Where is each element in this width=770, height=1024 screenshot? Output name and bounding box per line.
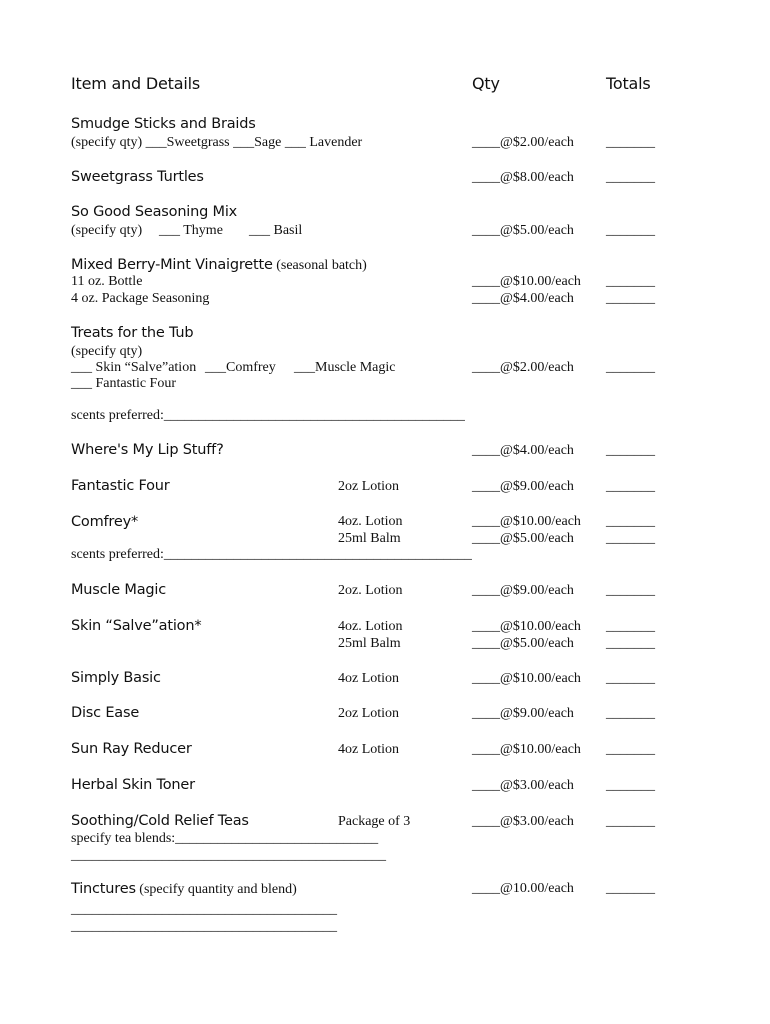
comfrey-title: Comfrey*	[71, 514, 139, 530]
skin-price2: ____@$5.00/each	[472, 636, 574, 651]
comfrey-size2: 25ml Balm	[338, 531, 401, 546]
treats-title: Treats for the Tub	[71, 325, 194, 341]
vinaigrette-heading	[71, 257, 367, 273]
totals-header: Totals	[606, 74, 651, 93]
smudge-options: (specify qty) ___Sweetgrass ___Sage ___ Lavender	[71, 135, 363, 150]
smudge-price: ____@$2.00/each	[472, 135, 574, 150]
turtles-title: Sweetgrass Turtles	[71, 169, 204, 185]
toner-title: Herbal Skin Toner	[71, 777, 195, 793]
vinaigrette-price2: ____@$4.00/each	[472, 291, 574, 306]
tinctures-price: ____@10.00/each	[472, 881, 574, 896]
tinctures-heading	[71, 881, 297, 897]
seasoning-thyme: ___ Thyme	[159, 223, 223, 238]
tinctures-line1: ______________________________________	[71, 902, 337, 917]
fantastic-total: _______	[606, 479, 655, 494]
skin-price1: ____@$10.00/each	[472, 619, 581, 634]
treats-specify: (specify qty)	[71, 344, 143, 359]
teas-size: Package of 3	[338, 814, 411, 829]
teas-specify: specify tea blends:_____________________________	[71, 831, 379, 846]
skin-total1: _______	[606, 619, 655, 634]
treats-fantastic: ___ Fantastic Four	[71, 376, 176, 391]
teas-price: ____@$3.00/each	[472, 814, 574, 829]
sunray-size: 4oz Lotion	[338, 742, 400, 757]
seasoning-total: _______	[606, 223, 655, 238]
treats-scents: scents preferred:___________________________________________	[71, 408, 465, 423]
comfrey-total2: _______	[606, 531, 655, 546]
disc-title: Disc Ease	[71, 705, 140, 721]
comfrey-total1: _______	[606, 514, 655, 529]
teas-title: Soothing/Cold Relief Teas	[71, 813, 249, 829]
toner-total: _______	[606, 778, 655, 793]
seasoning-title: So Good Seasoning Mix	[71, 204, 238, 220]
vinaigrette-price1: ____@$10.00/each	[472, 274, 581, 289]
teas-line: _____________________________________________	[71, 848, 386, 863]
item-details-header: Item and Details	[71, 74, 200, 93]
comfrey-scents: scents preferred:____________________________________________	[71, 547, 472, 562]
muscle-price: ____@$9.00/each	[472, 583, 574, 598]
simply-total: _______	[606, 671, 655, 686]
treats-price: ____@$2.00/each	[472, 360, 574, 375]
tinctures-title: Tinctures	[71, 881, 136, 897]
muscle-title: Muscle Magic	[71, 582, 166, 598]
lip-price: ____@$4.00/each	[472, 443, 574, 458]
teas-total: _______	[606, 814, 655, 829]
vinaigrette-total1: _______	[606, 274, 655, 289]
simply-price: ____@$10.00/each	[472, 671, 581, 686]
smudge-title: Smudge Sticks and Braids	[71, 116, 256, 132]
skin-size1: 4oz. Lotion	[338, 619, 403, 634]
vinaigrette-line1: 11 oz. Bottle	[71, 274, 143, 289]
comfrey-price2: ____@$5.00/each	[472, 531, 574, 546]
qty-header: Qty	[472, 74, 500, 93]
disc-size: 2oz Lotion	[338, 706, 400, 721]
disc-price: ____@$9.00/each	[472, 706, 574, 721]
skin-total2: _______	[606, 636, 655, 651]
seasoning-basil: ___ Basil	[249, 223, 303, 238]
treats-muscle: ___Muscle Magic	[294, 360, 396, 375]
vinaigrette-total2: _______	[606, 291, 655, 306]
treats-total: _______	[606, 360, 655, 375]
lip-title: Where's My Lip Stuff?	[71, 442, 224, 458]
turtles-total: _______	[606, 170, 655, 185]
skin-title: Skin “Salve”ation*	[71, 618, 202, 634]
tinctures-line2: ______________________________________	[71, 919, 337, 934]
fantastic-size: 2oz Lotion	[338, 479, 400, 494]
vinaigrette-title: Mixed Berry-Mint Vinaigrette	[71, 257, 273, 273]
fantastic-price: ____@$9.00/each	[472, 479, 574, 494]
seasoning-specify: (specify qty)	[71, 223, 143, 238]
turtles-price: ____@$8.00/each	[472, 170, 574, 185]
tinctures-total: _______	[606, 881, 655, 896]
lip-total: _______	[606, 443, 655, 458]
muscle-size: 2oz. Lotion	[338, 583, 403, 598]
muscle-total: _______	[606, 583, 655, 598]
sunray-title: Sun Ray Reducer	[71, 741, 192, 757]
treats-skin: ___ Skin “Salve”ation	[71, 360, 197, 375]
smudge-total: _______	[606, 135, 655, 150]
sunray-price: ____@$10.00/each	[472, 742, 581, 757]
tinctures-note: (specify quantity and blend)	[135, 882, 297, 897]
disc-total: _______	[606, 706, 655, 721]
vinaigrette-line2: 4 oz. Package Seasoning	[71, 291, 210, 306]
vinaigrette-note: (seasonal batch)	[272, 258, 367, 273]
toner-price: ____@$3.00/each	[472, 778, 574, 793]
seasoning-price: ____@$5.00/each	[472, 223, 574, 238]
treats-comfrey: ___Comfrey	[205, 360, 276, 375]
comfrey-price1: ____@$10.00/each	[472, 514, 581, 529]
simply-size: 4oz Lotion	[338, 671, 400, 686]
skin-size2: 25ml Balm	[338, 636, 401, 651]
comfrey-size1: 4oz. Lotion	[338, 514, 403, 529]
sunray-total: _______	[606, 742, 655, 757]
fantastic-title: Fantastic Four	[71, 478, 170, 494]
simply-title: Simply Basic	[71, 670, 161, 686]
